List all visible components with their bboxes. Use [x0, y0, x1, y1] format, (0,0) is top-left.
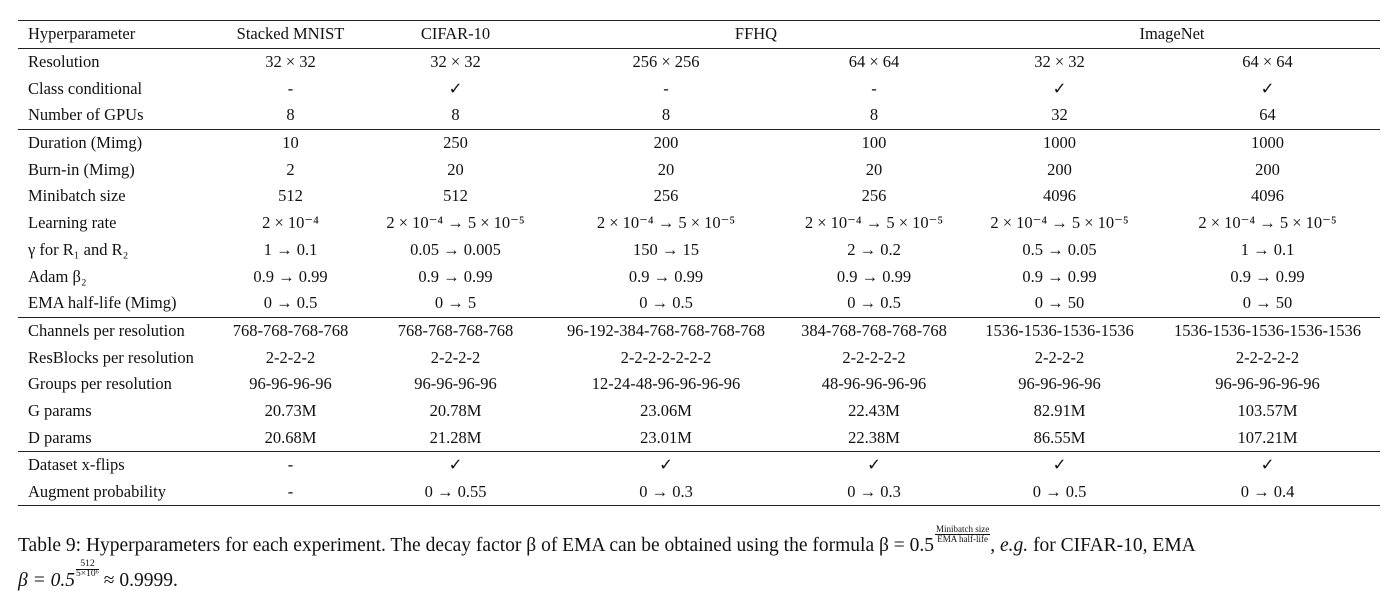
- table-cell: 2 × 10⁻⁴ → 5 × 10⁻⁵: [1198, 213, 1337, 233]
- table-row: [18, 290, 1380, 317]
- table-cell: 103.57M: [1237, 400, 1298, 420]
- table-row: [18, 156, 1380, 183]
- table-cell: 250: [363, 129, 548, 156]
- table-cell: 0.9 → 0.99: [1230, 266, 1305, 286]
- table-cell: 1 → 0.1: [263, 239, 318, 259]
- row-label: G params: [28, 400, 92, 420]
- table-cell: 8: [661, 105, 671, 125]
- table-cell: 1 → 0.1: [1240, 239, 1295, 259]
- table-cell: 64 × 64: [1242, 52, 1293, 72]
- table-cell: 96-96-96-96: [1018, 374, 1101, 394]
- row-label: Adam β₂: [28, 266, 87, 286]
- table-cell: 23.01M: [640, 427, 692, 447]
- row-label: Augment probability: [18, 479, 218, 506]
- table-row: [18, 317, 1380, 344]
- table-cell: 1000: [964, 129, 1155, 156]
- table-row: [18, 398, 1380, 425]
- row-label: Dataset x-flips: [18, 452, 218, 479]
- table-cell: -: [218, 479, 363, 506]
- table-row: [18, 479, 1380, 506]
- table-cell: 2-2-2-2: [1034, 347, 1085, 367]
- table-cell: 256: [653, 186, 679, 206]
- table-cell: 2 × 10⁻⁴ → 5 × 10⁻⁵: [596, 213, 736, 233]
- table-cell: 0 → 0.5: [964, 479, 1155, 506]
- table-cell: 12-24-48-96-96-96-96: [591, 374, 741, 394]
- table-cell: -: [218, 452, 363, 479]
- table-cell: 0 → 0.5: [263, 293, 318, 313]
- table-row: [18, 237, 1380, 264]
- row-label: Groups per resolution: [28, 374, 172, 394]
- table-cell: 2-2-2-2-2: [1235, 347, 1300, 367]
- table-cell: 22.38M: [848, 427, 900, 447]
- table-cell: ✓: [784, 452, 964, 479]
- table-cell: 1000: [1155, 129, 1380, 156]
- table-row: [18, 371, 1380, 398]
- table-cell: 64 × 64: [848, 52, 900, 72]
- table-cell: 1536-1536-1536-1536-1536: [1155, 317, 1380, 344]
- table-cell: 107.21M: [1237, 427, 1298, 447]
- row-label: ResBlocks per resolution: [28, 347, 194, 367]
- table-row: [18, 48, 1380, 75]
- header-hyperparameter: Hyperparameter: [18, 21, 218, 49]
- exponent-numerator: 512: [76, 560, 99, 570]
- row-label: γ for R₁ and R₂: [28, 239, 129, 259]
- table-cell: 200: [548, 129, 784, 156]
- caption-line2-prefix: β = 0.5: [18, 570, 75, 591]
- table-cell: 48-96-96-96-96: [821, 374, 927, 394]
- header-ffhq: FFHQ: [548, 21, 964, 49]
- row-label: Duration (Mimg): [18, 129, 218, 156]
- table-cell: ✓: [548, 452, 784, 479]
- table-cell: 0 → 0.3: [548, 479, 784, 506]
- row-label: Channels per resolution: [18, 317, 218, 344]
- table-cell: -: [871, 78, 877, 98]
- table-cell: 100: [784, 129, 964, 156]
- table-cell: 2 × 10⁻⁴ → 5 × 10⁻⁵: [990, 213, 1129, 233]
- table-cell: 200: [1047, 159, 1072, 179]
- table-row: [18, 183, 1380, 210]
- table-cell: 256 × 256: [632, 52, 700, 72]
- table-cell: 0.9 → 0.99: [836, 266, 912, 286]
- table-cell: 0 → 0.3: [784, 479, 964, 506]
- header-imagenet: ImageNet: [964, 21, 1380, 49]
- caption-line-2: [18, 560, 1386, 595]
- row-label: EMA half-life (Mimg): [28, 293, 177, 313]
- table-cell: 0.9 → 0.99: [253, 266, 328, 286]
- table-header-row: [18, 21, 1380, 49]
- table-cell: 10: [218, 129, 363, 156]
- ema-exponent-fraction: [76, 560, 99, 579]
- table-caption: [18, 525, 1386, 595]
- hyperparameter-table: [18, 20, 1380, 506]
- table-cell: 22.43M: [848, 400, 900, 420]
- row-label: Class conditional: [28, 78, 143, 98]
- row-label: Resolution: [28, 52, 100, 72]
- table-cell: -: [663, 78, 669, 98]
- table-cell: 150 → 15: [633, 239, 699, 259]
- table-row: [18, 452, 1380, 479]
- table-cell: 20: [447, 159, 464, 179]
- table-cell: 2-2-2-2-2-2-2: [620, 347, 712, 367]
- table-cell: ✓: [363, 452, 548, 479]
- table-cell: 0.9 → 0.99: [1022, 266, 1097, 286]
- table-cell: 64: [1259, 105, 1276, 125]
- table-cell: 768-768-768-768: [363, 317, 548, 344]
- formula-denominator: EMA half-life: [937, 534, 989, 544]
- table-cell: 2 × 10⁻⁴ → 5 × 10⁻⁵: [386, 213, 525, 233]
- table-cell: 0.05 → 0.005: [410, 239, 501, 259]
- table-row: [18, 263, 1380, 290]
- table-cell: 512: [443, 186, 468, 206]
- table-cell: 20.78M: [429, 400, 482, 420]
- table-cell: 23.06M: [640, 400, 692, 420]
- caption-mid: for CIFAR-10, EMA: [1028, 535, 1196, 556]
- row-label: Learning rate: [28, 213, 117, 233]
- table-row: [18, 210, 1380, 237]
- table-cell: 8: [869, 105, 879, 125]
- table-cell: 8: [451, 105, 460, 125]
- table-cell: 96-96-96-96: [414, 374, 497, 394]
- table-cell: 4096: [1043, 186, 1076, 206]
- row-label: Number of GPUs: [28, 105, 144, 125]
- table-cell: 2-2-2-2: [265, 347, 316, 367]
- table-cell: 20: [657, 159, 675, 179]
- table-row: [18, 129, 1380, 156]
- formula-numerator: Minibatch size: [936, 524, 990, 534]
- table-cell: 0 → 0.5: [639, 293, 693, 313]
- table-cell: 2 → 0.2: [847, 239, 901, 259]
- caption-line-1: Table 9: Hyperparameters for each experiment. The decay factor β of EMA can be obtained using the formula β = 0.5 $\frac{\text{Minibatch size}}{\text{EMA half-life}}$ , e.g. for CIFAR-10, EMA: [18, 524, 1196, 556]
- table-row: [18, 75, 1380, 102]
- table-cell: ✓: [964, 452, 1155, 479]
- caption-line2-suffix: ≈ 0.9999.: [103, 570, 178, 591]
- ema-formula-fraction: [935, 525, 990, 544]
- table-cell: 2-2-2-2: [430, 347, 481, 367]
- table-cell: 32: [1051, 105, 1068, 125]
- table-cell: ✓: [1052, 78, 1067, 98]
- row-label: Burn-in (Mimg): [28, 159, 135, 179]
- row-label: D params: [28, 427, 92, 447]
- table-cell: 0 → 0.5: [847, 293, 901, 313]
- table-cell: 4096: [1251, 186, 1284, 206]
- table-cell: 200: [1255, 159, 1280, 179]
- table-cell: 256: [861, 186, 887, 206]
- table-cell: 0.9 → 0.99: [628, 266, 704, 286]
- table-cell: 21.28M: [429, 427, 482, 447]
- table-row: [18, 102, 1380, 129]
- table-cell: 96-96-96-96: [249, 374, 332, 394]
- table-cell: 2: [286, 159, 295, 179]
- table-cell: 0 → 0.55: [363, 479, 548, 506]
- table-cell: -: [287, 78, 294, 98]
- table-cell: 384-768-768-768-768: [784, 317, 964, 344]
- table-cell: 96-96-96-96-96: [1215, 374, 1320, 394]
- header-stacked-mnist: Stacked MNIST: [218, 21, 363, 49]
- table-cell: ✓: [1260, 78, 1275, 98]
- exponent-denominator: 5×10⁶: [76, 569, 99, 579]
- table-cell: 82.91M: [1033, 400, 1086, 420]
- table-cell: 1536-1536-1536-1536: [964, 317, 1155, 344]
- table-cell: 0 → 50: [1034, 293, 1085, 313]
- table-cell: 20.73M: [264, 400, 317, 420]
- table-cell: ✓: [448, 78, 463, 98]
- table-cell: 32 × 32: [430, 52, 481, 72]
- caption-text: Table 9: Hyperparameters for each experiment. The decay factor β of EMA can be obtained using the formula β = 0.5: [18, 535, 935, 556]
- table-cell: 0 → 5: [434, 293, 477, 313]
- header-cifar10: CIFAR-10: [363, 21, 548, 49]
- table-cell: 2-2-2-2-2: [842, 347, 906, 367]
- table-cell: 20: [865, 159, 883, 179]
- table-row: [18, 344, 1380, 371]
- table-cell: 32 × 32: [265, 52, 316, 72]
- table-row: [18, 424, 1380, 451]
- caption-eg: e.g.: [1000, 535, 1029, 556]
- row-label: Minibatch size: [28, 186, 126, 206]
- table-cell: 86.55M: [1033, 427, 1086, 447]
- table-cell: 0 → 0.4: [1155, 479, 1380, 506]
- table-cell: 0.9 → 0.99: [418, 266, 493, 286]
- table-cell: 512: [278, 186, 303, 206]
- table-cell: 8: [286, 105, 295, 125]
- table-cell: 2 × 10⁻⁴ → 5 × 10⁻⁵: [804, 213, 944, 233]
- table-cell: ✓: [1155, 452, 1380, 479]
- table-cell: 2 × 10⁻⁴: [262, 213, 319, 233]
- table-cell: 20.68M: [264, 427, 317, 447]
- table-cell: 0.5 → 0.05: [1022, 239, 1097, 259]
- table-cell: 768-768-768-768: [218, 317, 363, 344]
- table-cell: 96-192-384-768-768-768-768: [548, 317, 784, 344]
- table-cell: 32 × 32: [1034, 52, 1085, 72]
- table-cell: 0 → 50: [1242, 293, 1293, 313]
